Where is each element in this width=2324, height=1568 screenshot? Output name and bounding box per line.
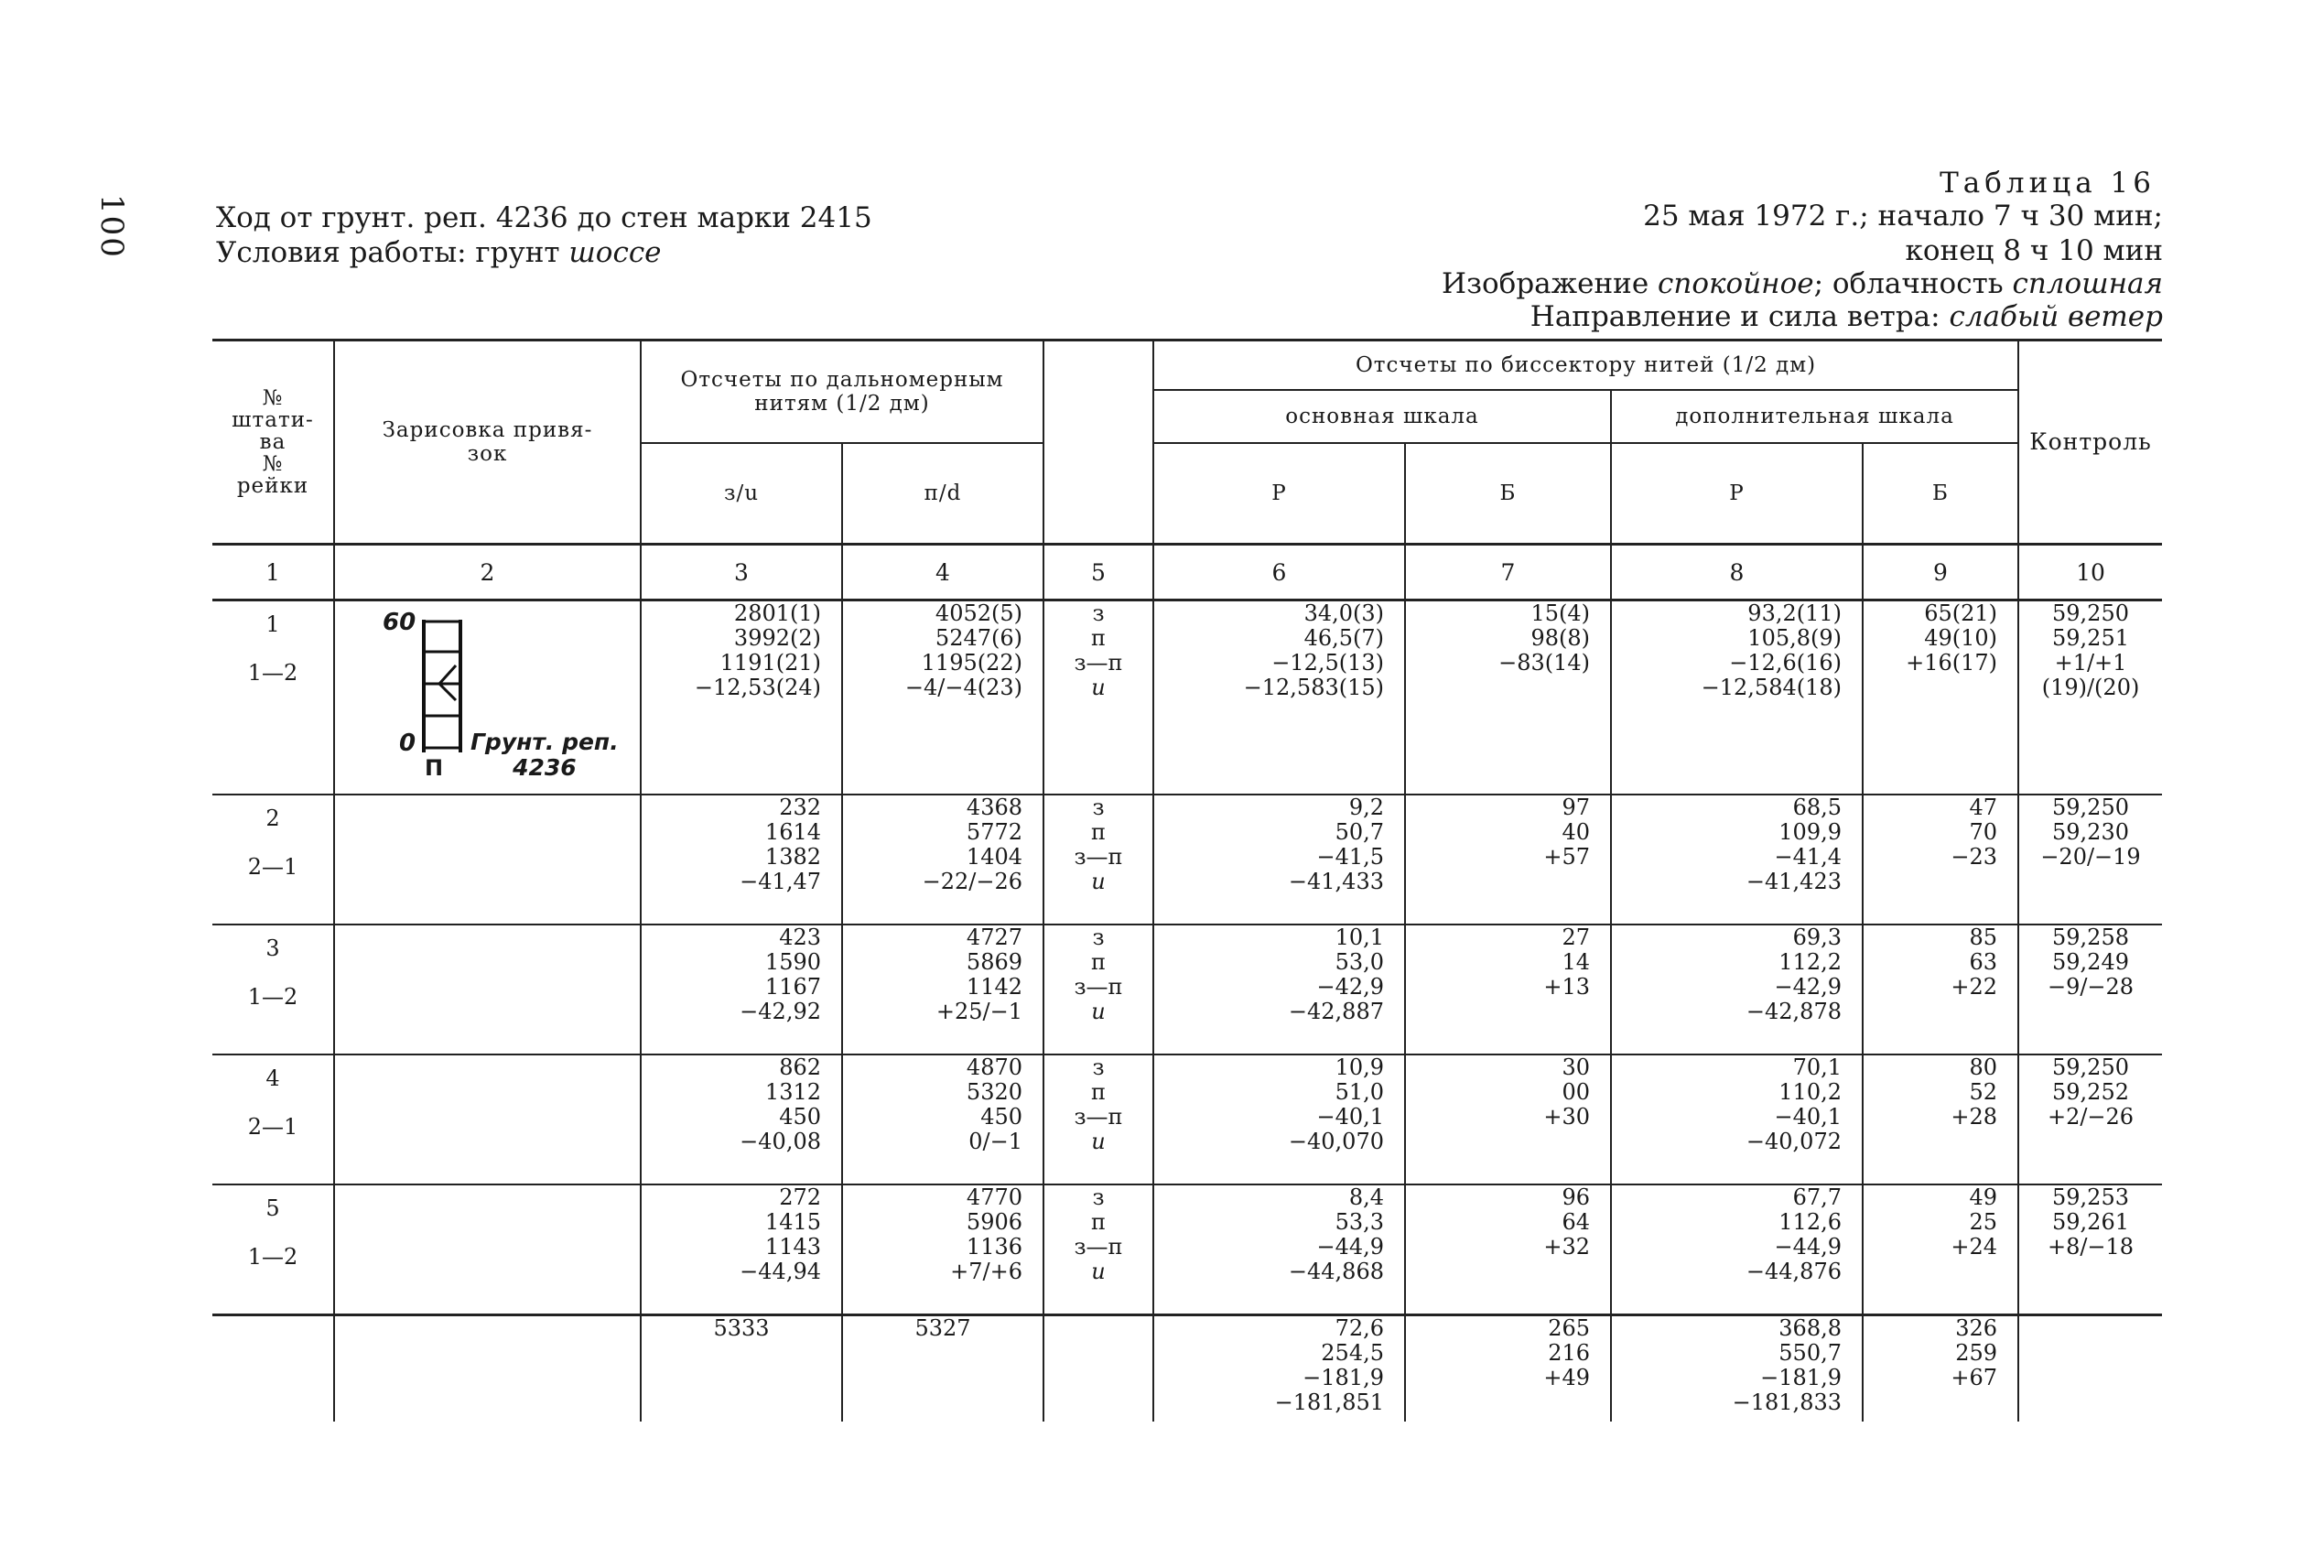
- extra-p-cell-value: 68,5: [1792, 795, 1842, 820]
- extra-b-cell-value: 52: [1969, 1079, 1998, 1105]
- main-p-cell-value: 50,7: [1335, 819, 1384, 845]
- range-zu-cell: [641, 925, 842, 1054]
- sketch-cell: [334, 600, 641, 795]
- main-p-cell-value: −41,5: [1316, 844, 1384, 870]
- header-station-rail-line: штати-: [232, 408, 314, 432]
- total-main-b-cell-value: 265: [1548, 1315, 1590, 1341]
- range-pd-cell-value: −4/−4(23): [904, 675, 1022, 700]
- range-pd-cell-value: 1142: [966, 974, 1022, 1000]
- range-zu-cell-value: 1191(21): [719, 650, 821, 676]
- range-zu-cell-value: −42,92: [740, 999, 821, 1024]
- total-extra-b-cell-value: 259: [1955, 1340, 1998, 1366]
- total-main-p-cell-value: 254,5: [1321, 1340, 1384, 1366]
- total-extra-b-cell: [1863, 1315, 2018, 1422]
- control-cell-value: 59,261: [2052, 1209, 2129, 1235]
- range-zu-cell-value: 272: [779, 1184, 821, 1210]
- table-row: [212, 925, 2162, 1054]
- range-pd-cell-value: 4052(5): [935, 600, 1022, 626]
- extra-p-cell: [1611, 925, 1863, 1054]
- extra-b-cell: [1863, 1054, 2018, 1184]
- work-conditions: [216, 236, 662, 269]
- column-number: 3: [641, 545, 842, 600]
- total-extra-b-cell-value: 326: [1955, 1315, 1998, 1341]
- main-b-cell-value: 98(8): [1530, 625, 1590, 651]
- main-p-cell: [1153, 1184, 1405, 1315]
- main-p-cell-value: 10,1: [1335, 925, 1384, 950]
- extra-p-cell: [1611, 600, 1863, 795]
- extra-b-cell: [1863, 925, 2018, 1054]
- range-zu-cell-value: 232: [779, 795, 821, 820]
- extra-p-cell-value: 110,2: [1778, 1079, 1842, 1105]
- main-p-cell-value: −42,887: [1288, 999, 1384, 1024]
- extra-p-cell: [1611, 1054, 1863, 1184]
- total-zu-cell: [641, 1315, 842, 1422]
- range-zu-cell: [641, 795, 842, 925]
- range-pd-cell-value: 0/−1: [968, 1129, 1022, 1154]
- range-pd-cell: [842, 600, 1043, 795]
- route-description: Ход от грунт. реп. 4236 до стен марки 2415: [216, 201, 872, 234]
- control-cell-value: −20/−19: [2040, 844, 2141, 870]
- extra-p-cell-value: −12,6(16): [1729, 650, 1842, 676]
- control-cell-value: (19)/(20): [2041, 675, 2140, 700]
- range-zu-cell-value: −41,47: [740, 869, 821, 894]
- header-station-rail-line: №: [262, 386, 284, 410]
- benchmark-label-line1: Грунт. реп.: [470, 729, 619, 755]
- page-number: 100: [93, 194, 130, 259]
- extra-p-cell-value: −42,9: [1774, 974, 1842, 1000]
- rail-pair: 1—2: [247, 1244, 298, 1270]
- extra-p-cell-value: −44,876: [1746, 1259, 1842, 1284]
- column-number: 6: [1153, 545, 1405, 600]
- header-p-extra: Р: [1611, 443, 1863, 545]
- range-zu-cell-value: 3992(2): [733, 625, 821, 651]
- empty-cell: [334, 1315, 641, 1422]
- header-col5: [1043, 341, 1153, 545]
- range-zu-cell-value: −40,08: [740, 1129, 821, 1154]
- range-zu-cell-value: 1143: [764, 1234, 821, 1260]
- range-zu-cell-value: −44,94: [740, 1259, 821, 1284]
- range-pd-cell-value: 1136: [966, 1234, 1022, 1260]
- range-zu-cell-value: 1312: [764, 1079, 821, 1105]
- range-pd-cell-value: 5320: [966, 1079, 1022, 1105]
- main-p-cell-value: −42,9: [1316, 974, 1384, 1000]
- table-row: [212, 1184, 2162, 1315]
- extra-p-cell-value: −12,584(18): [1701, 675, 1842, 700]
- station-number: 3: [265, 935, 280, 961]
- station-number: 1: [265, 611, 280, 637]
- main-p-cell-value: −41,433: [1288, 869, 1384, 894]
- main-b-cell: [1405, 1054, 1611, 1184]
- extra-p-cell-value: 70,1: [1792, 1054, 1842, 1080]
- control-cell-value: +1/+1: [2054, 650, 2127, 676]
- symbol-cell-value: з: [1092, 925, 1105, 950]
- extra-b-cell-value: 80: [1969, 1054, 1998, 1080]
- header-p-main: Р: [1153, 443, 1405, 545]
- control-cell: [2018, 925, 2162, 1054]
- empty-cell: [1043, 1315, 1153, 1422]
- extra-p-cell-value: 93,2(11): [1747, 600, 1842, 626]
- extra-b-cell-value: 49: [1969, 1184, 1998, 1210]
- column-number: 2: [334, 545, 641, 600]
- rail-pair: 1—2: [247, 660, 298, 686]
- total-extra-p-cell-value: 550,7: [1778, 1340, 1842, 1366]
- extra-p-cell-value: 105,8(9): [1747, 625, 1842, 651]
- column-numbers-row: [212, 545, 2162, 600]
- main-p-cell-value: 10,9: [1335, 1054, 1384, 1080]
- cloud-label: ; облачность: [1813, 267, 2013, 300]
- range-pd-cell-value: 5247(6): [935, 625, 1022, 651]
- total-extra-p-cell-value: −181,9: [1760, 1365, 1842, 1390]
- extra-b-cell-value: +22: [1951, 974, 1998, 1000]
- extra-b-cell-value: +28: [1951, 1104, 1998, 1130]
- symbol-cell-value: п: [1091, 949, 1106, 975]
- column-number: 5: [1043, 545, 1153, 600]
- control-cell-value: −9/−28: [2047, 974, 2135, 1000]
- control-cell-value: 59,251: [2052, 625, 2129, 651]
- main-b-cell: [1405, 1184, 1611, 1315]
- sketch-cell: [334, 925, 641, 1054]
- total-extra-p-cell: [1611, 1315, 1863, 1422]
- range-pd-cell-value: 5906: [966, 1209, 1022, 1235]
- main-b-cell-value: 40: [1562, 819, 1590, 845]
- header-zu: з/u: [641, 443, 842, 545]
- range-pd-cell-value: 1195(22): [921, 650, 1022, 676]
- range-pd-cell-value: +7/+6: [950, 1259, 1022, 1284]
- extra-p-cell-value: −40,072: [1746, 1129, 1842, 1154]
- main-p-cell: [1153, 925, 1405, 1054]
- control-cell-value: 59,252: [2052, 1079, 2129, 1105]
- station-rail-cell: [212, 925, 334, 1054]
- empty-cell: [2018, 1315, 2162, 1422]
- main-b-cell-value: 96: [1562, 1184, 1590, 1210]
- extra-b-cell-value: +16(17): [1906, 650, 1998, 676]
- range-pd-cell-value: 1404: [966, 844, 1022, 870]
- control-cell-value: 59,249: [2052, 949, 2129, 975]
- extra-b-cell-value: 63: [1969, 949, 1998, 975]
- extra-b-cell-value: +24: [1951, 1234, 1998, 1260]
- symbol-cell: [1043, 600, 1153, 795]
- table-row: [212, 600, 2162, 795]
- symbol-cell-value: п: [1091, 1079, 1106, 1105]
- header-station-rail: [212, 341, 334, 545]
- extra-b-cell: [1863, 1184, 2018, 1315]
- main-p-cell-value: −12,5(13): [1271, 650, 1384, 676]
- control-cell: [2018, 1184, 2162, 1315]
- total-main-b-cell-value: 216: [1548, 1340, 1590, 1366]
- control-cell: [2018, 795, 2162, 925]
- main-b-cell-value: 30: [1562, 1054, 1590, 1080]
- range-zu-cell-value: 1167: [764, 974, 821, 1000]
- station-number: 2: [265, 806, 280, 831]
- range-zu-cell-value: −12,53(24): [694, 675, 821, 700]
- range-zu-cell-value: 1590: [764, 949, 821, 975]
- main-p-cell: [1153, 795, 1405, 925]
- range-zu-cell-value: 1382: [764, 844, 821, 870]
- station-rail-cell: [212, 1054, 334, 1184]
- symbol-cell: [1043, 1184, 1153, 1315]
- zero-mark-label: 0: [399, 730, 416, 757]
- symbol-cell-value: з—п: [1074, 1104, 1123, 1130]
- main-b-cell-value: +32: [1543, 1234, 1590, 1260]
- work-conditions-value: шоссе: [568, 236, 662, 269]
- main-p-cell-value: −40,1: [1316, 1104, 1384, 1130]
- total-main-p-cell-value: 72,6: [1335, 1315, 1384, 1341]
- table-row: [212, 795, 2162, 925]
- total-extra-p-cell-value: −181,833: [1732, 1390, 1842, 1415]
- range-zu-cell: [641, 600, 842, 795]
- main-b-cell-value: 97: [1562, 795, 1590, 820]
- control-cell-value: 59,253: [2052, 1184, 2129, 1210]
- main-p-cell-value: 53,3: [1335, 1209, 1384, 1235]
- control-cell-value: +2/−26: [2047, 1104, 2135, 1130]
- wind-value: слабый ветер: [1949, 300, 2163, 333]
- symbol-cell-value: п: [1091, 625, 1106, 651]
- range-pd-cell: [842, 925, 1043, 1054]
- control-cell: [2018, 600, 2162, 795]
- header-b-extra: Б: [1863, 443, 2018, 545]
- main-p-cell-value: −12,583(15): [1243, 675, 1384, 700]
- control-cell-value: +8/−18: [2047, 1234, 2135, 1260]
- image-cloud-line: [1442, 267, 2163, 300]
- control-cell-value: 59,258: [2052, 925, 2129, 950]
- station-rail-cell: [212, 795, 334, 925]
- main-p-cell: [1153, 1054, 1405, 1184]
- extra-p-cell: [1611, 795, 1863, 925]
- main-b-cell-value: 15(4): [1530, 600, 1590, 626]
- symbol-cell-value: з: [1092, 795, 1105, 820]
- main-p-cell-value: −40,070: [1288, 1129, 1384, 1154]
- column-number: 8: [1611, 545, 1863, 600]
- main-p-cell-value: 9,2: [1348, 795, 1384, 820]
- date-start-line: 25 мая 1972 г.; начало 7 ч 30 мин;: [1643, 200, 2163, 232]
- range-pd-cell-value: 4727: [966, 925, 1022, 950]
- range-pd-cell-value: 4770: [966, 1184, 1022, 1210]
- extra-b-cell: [1863, 795, 2018, 925]
- header-station-rail-line: №: [262, 452, 284, 476]
- rail-pair: 2—1: [247, 854, 298, 880]
- extra-b-cell-value: 70: [1969, 819, 1998, 845]
- main-p-cell-value: 34,0(3): [1303, 600, 1384, 626]
- symbol-cell: [1043, 1054, 1153, 1184]
- header-sketch: Зарисовка привя-зок: [334, 341, 641, 545]
- header-extra-scale: дополнительная шкала: [1611, 390, 2018, 443]
- range-pd-cell: [842, 1184, 1043, 1315]
- symbol-cell-value: з: [1092, 600, 1105, 626]
- header-station-rail-line: ва: [259, 430, 286, 454]
- header-pd: п/d: [842, 443, 1043, 545]
- column-number: 4: [842, 545, 1043, 600]
- header-b-main: Б: [1405, 443, 1611, 545]
- column-number: 10: [2018, 545, 2162, 600]
- control-cell: [2018, 1054, 2162, 1184]
- range-zu-cell-value: 450: [779, 1104, 821, 1130]
- main-b-cell-value: −83(14): [1498, 650, 1590, 676]
- main-p-cell: [1153, 600, 1405, 795]
- control-cell-value: 59,250: [2052, 600, 2129, 626]
- total-pd-cell: [842, 1315, 1043, 1422]
- total-extra-b-cell-value: +67: [1951, 1365, 1998, 1390]
- range-pd-cell: [842, 1054, 1043, 1184]
- base-letter: П: [425, 755, 444, 781]
- end-time-line: конец 8 ч 10 мин: [1905, 234, 2163, 267]
- cloud-value: сплошная: [2012, 267, 2163, 300]
- extra-b-cell-value: 65(21): [1924, 600, 1998, 626]
- total-main-p-cell-value: −181,9: [1303, 1365, 1384, 1390]
- extra-b-cell-value: 47: [1969, 795, 1998, 820]
- range-pd-cell-value: 450: [980, 1104, 1022, 1130]
- top-mark-label: 60: [383, 609, 416, 636]
- levelling-table: [212, 339, 2162, 1422]
- column-number: 9: [1863, 545, 2018, 600]
- total-main-p-cell: [1153, 1315, 1405, 1422]
- header-control: Контроль: [2018, 341, 2162, 545]
- header-bisector-group: Отсчеты по биссектору нитей (1/2 дм): [1153, 341, 2018, 391]
- sketch-cell: [334, 795, 641, 925]
- range-pd-cell-value: 4870: [966, 1054, 1022, 1080]
- header-range-group: Отсчеты по дальномерным нитям (1/2 дм): [641, 341, 1043, 444]
- header-main-scale: основная шкала: [1153, 390, 1611, 443]
- range-zu-cell: [641, 1054, 842, 1184]
- benchmark-label-line2: 4236: [513, 754, 577, 781]
- symbol-cell-value: п: [1091, 819, 1106, 845]
- main-p-cell-value: 46,5(7): [1303, 625, 1384, 651]
- extra-b-cell-value: 85: [1969, 925, 1998, 950]
- extra-b-cell-value: −23: [1951, 844, 1998, 870]
- total-zu-cell-value: 5333: [713, 1315, 770, 1341]
- symbol-cell-value: п: [1091, 1209, 1106, 1235]
- symbol-cell-value: u: [1091, 1259, 1106, 1284]
- main-b-cell-value: 64: [1562, 1209, 1590, 1235]
- total-main-p-cell-value: −181,851: [1274, 1390, 1384, 1415]
- total-extra-p-cell-value: 368,8: [1778, 1315, 1842, 1341]
- total-main-b-cell: [1405, 1315, 1611, 1422]
- extra-p-cell: [1611, 1184, 1863, 1315]
- image-value: спокойное: [1658, 267, 1814, 300]
- symbol-cell: [1043, 925, 1153, 1054]
- extra-p-cell-value: 69,3: [1792, 925, 1842, 950]
- extra-b-cell-value: 49(10): [1924, 625, 1998, 651]
- empty-cell: [212, 1315, 334, 1422]
- station-rail-cell: [212, 600, 334, 795]
- main-p-cell-value: 8,4: [1348, 1184, 1384, 1210]
- extra-b-cell: [1863, 600, 2018, 795]
- table-title: Таблица 16: [1940, 167, 2156, 200]
- header-station-rail-line: рейки: [236, 474, 309, 498]
- range-pd-cell-value: −22/−26: [922, 869, 1022, 894]
- symbol-cell-value: u: [1091, 999, 1106, 1024]
- sketch-cell: [334, 1054, 641, 1184]
- range-pd-cell: [842, 795, 1043, 925]
- symbol-cell-value: з—п: [1074, 974, 1123, 1000]
- range-zu-cell-value: 423: [779, 925, 821, 950]
- extra-b-cell-value: 25: [1969, 1209, 1998, 1235]
- main-p-cell-value: 51,0: [1335, 1079, 1384, 1105]
- range-zu-cell-value: 2801(1): [733, 600, 821, 626]
- station-rail-cell: [212, 1184, 334, 1315]
- extra-p-cell-value: 112,2: [1778, 949, 1842, 975]
- column-number: 7: [1405, 545, 1611, 600]
- extra-p-cell-value: −40,1: [1774, 1104, 1842, 1130]
- control-cell-value: 59,230: [2052, 819, 2129, 845]
- benchmark-label: [470, 730, 619, 781]
- main-b-cell-value: 14: [1562, 949, 1590, 975]
- table-row: [212, 1054, 2162, 1184]
- extra-p-cell-value: −44,9: [1774, 1234, 1842, 1260]
- symbol-cell-value: з—п: [1074, 650, 1123, 676]
- total-main-b-cell-value: +49: [1543, 1365, 1590, 1390]
- main-b-cell-value: 27: [1562, 925, 1590, 950]
- extra-p-cell-value: −42,878: [1746, 999, 1842, 1024]
- range-pd-cell-value: +25/−1: [935, 999, 1022, 1024]
- main-p-cell-value: −44,868: [1288, 1259, 1384, 1284]
- symbol-cell-value: u: [1091, 675, 1106, 700]
- wind-line: [1530, 300, 2163, 333]
- range-zu-cell: [641, 1184, 842, 1315]
- main-b-cell: [1405, 925, 1611, 1054]
- main-b-cell: [1405, 795, 1611, 925]
- control-cell-value: 59,250: [2052, 795, 2129, 820]
- range-zu-cell-value: 1614: [764, 819, 821, 845]
- rail-pair: 2—1: [247, 1114, 298, 1140]
- symbol-cell-value: з—п: [1074, 844, 1123, 870]
- total-pd-cell-value: 5327: [914, 1315, 971, 1341]
- benchmark-sketch: [335, 601, 640, 784]
- work-conditions-label: Условия работы: грунт: [216, 236, 569, 269]
- range-pd-cell-value: 4368: [966, 795, 1022, 820]
- main-b-cell-value: +13: [1543, 974, 1590, 1000]
- extra-p-cell-value: −41,423: [1746, 869, 1842, 894]
- main-b-cell-value: +57: [1543, 844, 1590, 870]
- range-zu-cell-value: 862: [779, 1054, 821, 1080]
- symbol-cell-value: u: [1091, 869, 1106, 894]
- totals-row: [212, 1315, 2162, 1422]
- rail-pair: 1—2: [247, 984, 298, 1010]
- extra-p-cell-value: −41,4: [1774, 844, 1842, 870]
- station-number: 5: [265, 1195, 280, 1221]
- image-label: Изображение: [1442, 267, 1659, 300]
- main-b-cell-value: +30: [1543, 1104, 1590, 1130]
- wind-label: Направление и сила ветра:: [1530, 300, 1950, 333]
- main-p-cell-value: −44,9: [1316, 1234, 1384, 1260]
- column-number: 1: [212, 545, 334, 600]
- extra-p-cell-value: 109,9: [1778, 819, 1842, 845]
- main-b-cell-value: 00: [1562, 1079, 1590, 1105]
- control-cell-value: 59,250: [2052, 1054, 2129, 1080]
- symbol-cell: [1043, 795, 1153, 925]
- sketch-cell: [334, 1184, 641, 1315]
- range-zu-cell-value: 1415: [764, 1209, 821, 1235]
- symbol-cell-value: з: [1092, 1054, 1105, 1080]
- range-pd-cell-value: 5772: [966, 819, 1022, 845]
- main-p-cell-value: 53,0: [1335, 949, 1384, 975]
- range-pd-cell-value: 5869: [966, 949, 1022, 975]
- symbol-cell-value: з: [1092, 1184, 1105, 1210]
- extra-p-cell-value: 112,6: [1778, 1209, 1842, 1235]
- main-b-cell: [1405, 600, 1611, 795]
- symbol-cell-value: з—п: [1074, 1234, 1123, 1260]
- symbol-cell-value: u: [1091, 1129, 1106, 1154]
- station-number: 4: [265, 1065, 280, 1091]
- extra-p-cell-value: 67,7: [1792, 1184, 1842, 1210]
